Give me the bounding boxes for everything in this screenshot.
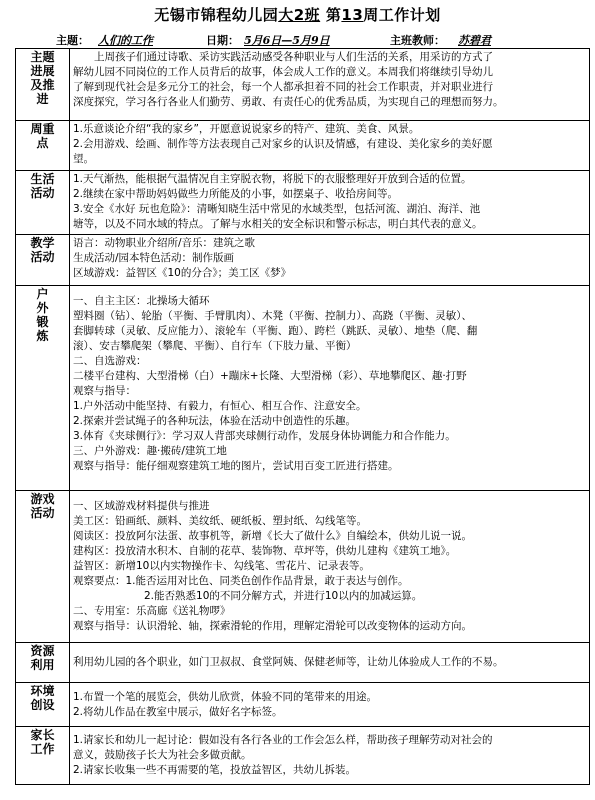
row-content: 1.请家长和幼儿一起讨论：假如没有各行各业的工作会怎么样，帮助孩子理解劳动对社会的 意义，鼓励孩子长大为社会多做贡献。 2.请家长收集一些不再需要的笔，投放益智区，共幼儿拆装。: [70, 727, 590, 785]
title-suffix: 周工作计划: [363, 6, 441, 24]
row-label: 环境 创设: [16, 683, 70, 727]
title-week-number: 13: [341, 6, 364, 24]
row-outdoor-exercise: [16, 286, 590, 491]
date-value: 5月6日—5月9日: [244, 34, 330, 47]
row-content: 1.布置一个笔的展览会，供幼儿欣赏，体验不同的笔带来的用途。 2.将幼儿作品在教室中展示，做好名字标签。: [70, 683, 590, 727]
row-label: 游戏 活动: [16, 491, 70, 643]
page-title: [0, 4, 595, 25]
teacher-value: 苏碧君: [458, 34, 491, 47]
row-label: 教学 活动: [16, 235, 70, 286]
row-resource-use: [16, 643, 590, 683]
row-content: 1.天气渐热，能根据气温情况自主穿脱衣物，将脱下的衣服整理好开放到合适的位置。 2.继续在家中帮助妈妈做些力所能及的小事，如摆桌子、收拾房间等。 3.安全《水好 玩也危险》：清晰知晓生活中常见的水域类型，包括河流、湖泊、海洋、池 塘等，以及不同水域的特点。了解与水相关的安全标识和警示标志，明白其代表的意义。: [70, 171, 590, 235]
row-theme-progress: [16, 49, 590, 121]
row-label: 周重 点: [16, 121, 70, 171]
row-weekly-focus: [16, 121, 590, 171]
row-content: 1.乐意谈论介绍“我的家乡”，开愿意说说家乡的特产、建筑、美食、风景。 2.会用游戏、绘画、制作等方法表现自己对家乡的认识及情感，有建设、美化家乡的美好愿 望。: [70, 121, 590, 171]
row-label: 户 外 锻 炼: [16, 286, 70, 491]
row-content: 上周孩子们通过诗歌、采访实践活动感受各种职业与人们生活的关系，用采访的方式了 解幼儿园不同岗位的工作人员背后的故事，体会成人工作的意义。本周我们将继续引导幼儿 了解到现代社会是多元分工的社会，每一个人都承担着不同的社会工作职责，并对职业进行 深度探究，学习各行各业人们勤劳、勇敢、有责任心的优秀品质，为实现自己的理想而努力。: [70, 49, 590, 121]
row-content: 利用幼儿园的各个职业，如门卫叔叔、食堂阿姨、保健老师等，让幼儿体验成人工作的不易。: [70, 643, 590, 683]
row-content: 语言：动物职业介绍所/音乐：建筑之歌 生成活动/园本特色活动：制作版画 区域游戏：益智区《10的分合》；美工区《梦》: [70, 235, 590, 286]
title-week-prefix: 第: [325, 6, 342, 24]
row-environment-setup: [16, 683, 590, 727]
title-kindergarten: 无锡市锦程幼儿园: [154, 6, 279, 24]
theme-label: 主题：: [56, 34, 89, 47]
weekly-plan-table: [15, 48, 590, 785]
row-label: 生活 活动: [16, 171, 70, 235]
row-label: 家长 工作: [16, 727, 70, 785]
title-class: 大2班: [278, 6, 321, 24]
row-content: 一、区域游戏材料提供与推进 美工区：铅画纸、颜料、美纹纸、硬纸板、塑封纸、勾线笔等。 阅读区：投放阿尔法蛋、故事机等，新增《长大了做什么》自编绘本，供幼儿说一说。 建构区：投放清水积木、自制的花草、装饰物、草坪等，供幼儿建构《建筑工地》。 益智区：新增10以内实物操作卡、勾线笔、雪花片、记录表等。 观察要点：1.能否运用对比色、同类色创作作品背景，敢于表达与创作。 2.能否熟悉10的不同分解方式，并进行10以内的加减运算。 二、专用室：乐高廊《送礼物啰》 观察与指导：认识滑轮、轴，探索滑轮的作用，理解定滑轮可以改变物体的运动方向。: [70, 491, 590, 643]
date-label: 日期：: [206, 34, 239, 47]
row-teaching-activities: [16, 235, 590, 286]
row-life-activities: [16, 171, 590, 235]
row-content: 一、自主主区：北操场大循环 塑料圈（钻）、轮胎（平衡、手臂肌肉）、木凳（平衡、控制力）、高跷（平衡、灵敏）、 套脚转球（灵敏、反应能力）、滚轮车（平衡、跑）、跨栏（跳跃、灵敏）、地垫（爬、翻 滚）、安吉攀爬架（攀爬、平衡）、自行车（下肢力量、平衡） 二、自选游戏： 二楼平台建构、大型滑梯（白）+蹦床+长隆、大型滑梯（彩）、草地攀爬区、趣·打野 观察与指导： 1.户外活动中能坚持、有毅力，有恒心、相互合作、注意安全。 2.探索并尝试绳子的各种玩法，体验在活动中创造性的乐趣。 3.体育《夹球侧行》：学习双人背部夹球侧行动作，发展身体协调能力和合作能力。 三、户外游戏：趣·搬砖/建筑工地 观察与指导：能仔细观察建筑工地的图片，尝试用百变工匠进行搭建。: [70, 286, 590, 491]
teacher-label: 主班教师：: [390, 34, 445, 47]
row-label: 资源 利用: [16, 643, 70, 683]
row-parent-work: [16, 727, 590, 785]
theme-value: 人们的工作: [98, 34, 153, 47]
row-game-activities: [16, 491, 590, 643]
row-label: 主题 进展 及推 进: [16, 49, 70, 121]
